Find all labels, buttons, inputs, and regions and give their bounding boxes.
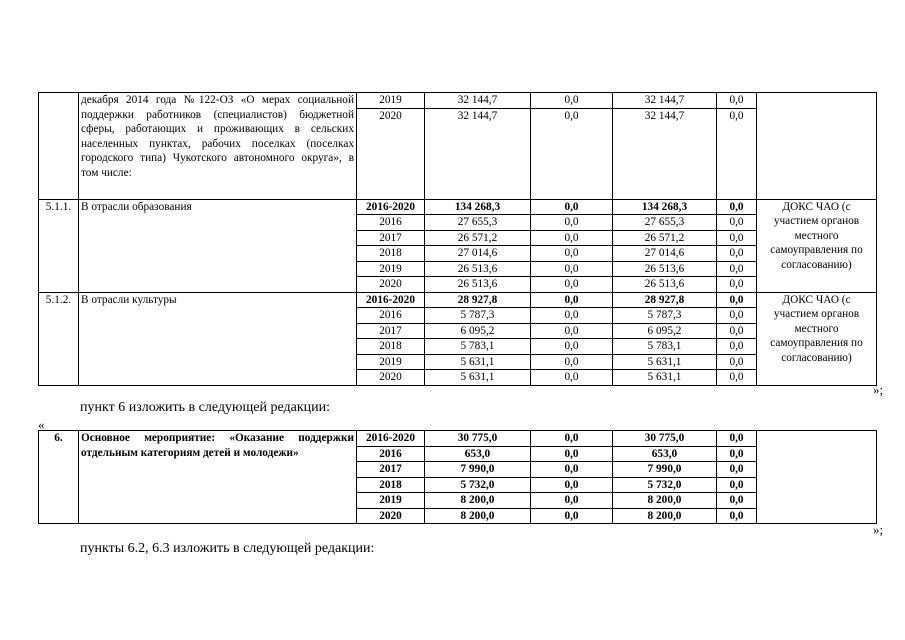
measure-description: Основное мероприятие: «Оказание поддержки отдельным категориям детей и молодежи» [79,431,357,524]
federal-amount: 0,0 [531,462,613,478]
year-cell: 2017 [357,230,425,246]
total-amount: 8 200,0 [425,493,531,509]
year-cell: 2017 [357,462,425,478]
regional-amount: 5 631,1 [613,370,717,386]
federal-amount: 0,0 [531,446,613,462]
federal-amount: 0,0 [531,215,613,231]
other-amount: 0,0 [717,508,757,524]
year-cell: 2017 [357,323,425,339]
total-amount: 26 571,2 [425,230,531,246]
total-amount: 28 927,8 [425,292,531,308]
federal-amount: 0,0 [531,292,613,308]
year-cell: 2019 [357,354,425,370]
other-amount: 0,0 [717,477,757,493]
row-number: 5.1.2. [39,292,79,385]
closing-quote: »; [873,382,884,397]
total-amount: 5 631,1 [425,370,531,386]
responsible-executor: ДОКС ЧАО (с участием органов местного самоуправления по согласованию) [757,292,877,385]
total-amount: 32 144,7 [425,108,531,199]
total-amount: 653,0 [425,446,531,462]
federal-amount: 0,0 [531,230,613,246]
other-amount: 0,0 [717,261,757,277]
year-cell: 2020 [357,370,425,386]
total-amount: 5 787,3 [425,308,531,324]
regional-amount: 5 787,3 [613,308,717,324]
other-amount: 0,0 [717,230,757,246]
other-amount: 0,0 [717,277,757,293]
other-amount: 0,0 [717,431,757,447]
regional-amount: 8 200,0 [613,493,717,509]
responsible-executor: ДОКС ЧАО (с участием органов местного самоуправления по согласованию) [757,199,877,292]
federal-amount: 0,0 [531,431,613,447]
regional-amount: 27 014,6 [613,246,717,262]
year-cell: 2020 [357,108,425,199]
program-table-body [39,431,877,524]
row-number: 6. [39,431,79,524]
amendment-paragraph: пункты 6.2, 6.3 изложить в следующей редакции: [80,541,375,556]
federal-amount: 0,0 [531,261,613,277]
year-cell: 2019 [357,493,425,509]
closing-quote: »; [873,522,884,537]
total-amount: 5 732,0 [425,477,531,493]
total-amount: 27 014,6 [425,246,531,262]
program-table-body [39,93,877,386]
federal-amount: 0,0 [531,323,613,339]
other-amount: 0,0 [717,199,757,215]
total-amount: 32 144,7 [425,93,531,109]
other-amount: 0,0 [717,292,757,308]
other-amount: 0,0 [717,370,757,386]
regional-amount: 32 144,7 [613,108,717,199]
other-amount: 0,0 [717,246,757,262]
regional-amount: 32 144,7 [613,93,717,109]
total-amount: 6 095,2 [425,323,531,339]
regional-amount: 26 571,2 [613,230,717,246]
program-table-section-6 [38,430,877,524]
other-amount: 0,0 [717,354,757,370]
federal-amount: 0,0 [531,477,613,493]
other-amount: 0,0 [717,323,757,339]
regional-amount: 26 513,6 [613,277,717,293]
federal-amount: 0,0 [531,246,613,262]
program-table-section-5 [38,92,877,386]
federal-amount: 0,0 [531,199,613,215]
federal-amount: 0,0 [531,493,613,509]
regional-amount: 28 927,8 [613,292,717,308]
federal-amount: 0,0 [531,108,613,199]
other-amount: 0,0 [717,108,757,199]
total-amount: 7 990,0 [425,462,531,478]
other-amount: 0,0 [717,93,757,109]
federal-amount: 0,0 [531,370,613,386]
measure-description: декабря 2014 года №122-ОЗ «О мерах социальной поддержки работников (специалистов) бюджетной сферы, работающих и проживающих в сельских населенных пунктах, рабочих поселках (поселках городского типа) Чукотского автономного округа», в том числе: [79,93,357,200]
year-cell: 2018 [357,339,425,355]
federal-amount: 0,0 [531,93,613,109]
regional-amount: 5 732,0 [613,477,717,493]
table-row [39,93,877,109]
total-amount: 5 631,1 [425,354,531,370]
measure-description: В отрасли культуры [79,292,357,385]
total-amount: 26 513,6 [425,277,531,293]
federal-amount: 0,0 [531,339,613,355]
year-cell: 2016-2020 [357,431,425,447]
regional-amount: 134 268,3 [613,199,717,215]
regional-amount: 27 655,3 [613,215,717,231]
opening-quote: « [38,417,45,432]
regional-amount: 5 631,1 [613,354,717,370]
year-cell: 2018 [357,477,425,493]
other-amount: 0,0 [717,215,757,231]
responsible-executor [757,431,877,524]
table-row [39,292,877,308]
year-cell: 2016 [357,446,425,462]
other-amount: 0,0 [717,446,757,462]
amendment-paragraph: пункт 6 изложить в следующей редакции: [80,400,330,415]
total-amount: 30 775,0 [425,431,531,447]
total-amount: 5 783,1 [425,339,531,355]
year-cell: 2019 [357,93,425,109]
other-amount: 0,0 [717,462,757,478]
row-number: 5.1.1. [39,199,79,292]
regional-amount: 8 200,0 [613,508,717,524]
other-amount: 0,0 [717,493,757,509]
regional-amount: 653,0 [613,446,717,462]
responsible-executor [757,93,877,200]
table-row [39,431,877,447]
year-cell: 2016 [357,215,425,231]
row-number [39,93,79,200]
measure-description: В отрасли образования [79,199,357,292]
other-amount: 0,0 [717,339,757,355]
total-amount: 134 268,3 [425,199,531,215]
regional-amount: 26 513,6 [613,261,717,277]
table-row [39,199,877,215]
year-cell: 2016 [357,308,425,324]
year-cell: 2019 [357,261,425,277]
other-amount: 0,0 [717,308,757,324]
total-amount: 26 513,6 [425,261,531,277]
regional-amount: 30 775,0 [613,431,717,447]
year-cell: 2018 [357,246,425,262]
federal-amount: 0,0 [531,308,613,324]
year-cell: 2016-2020 [357,199,425,215]
regional-amount: 7 990,0 [613,462,717,478]
year-cell: 2016-2020 [357,292,425,308]
year-cell: 2020 [357,508,425,524]
federal-amount: 0,0 [531,277,613,293]
total-amount: 8 200,0 [425,508,531,524]
year-cell: 2020 [357,277,425,293]
federal-amount: 0,0 [531,354,613,370]
federal-amount: 0,0 [531,508,613,524]
total-amount: 27 655,3 [425,215,531,231]
regional-amount: 5 783,1 [613,339,717,355]
regional-amount: 6 095,2 [613,323,717,339]
